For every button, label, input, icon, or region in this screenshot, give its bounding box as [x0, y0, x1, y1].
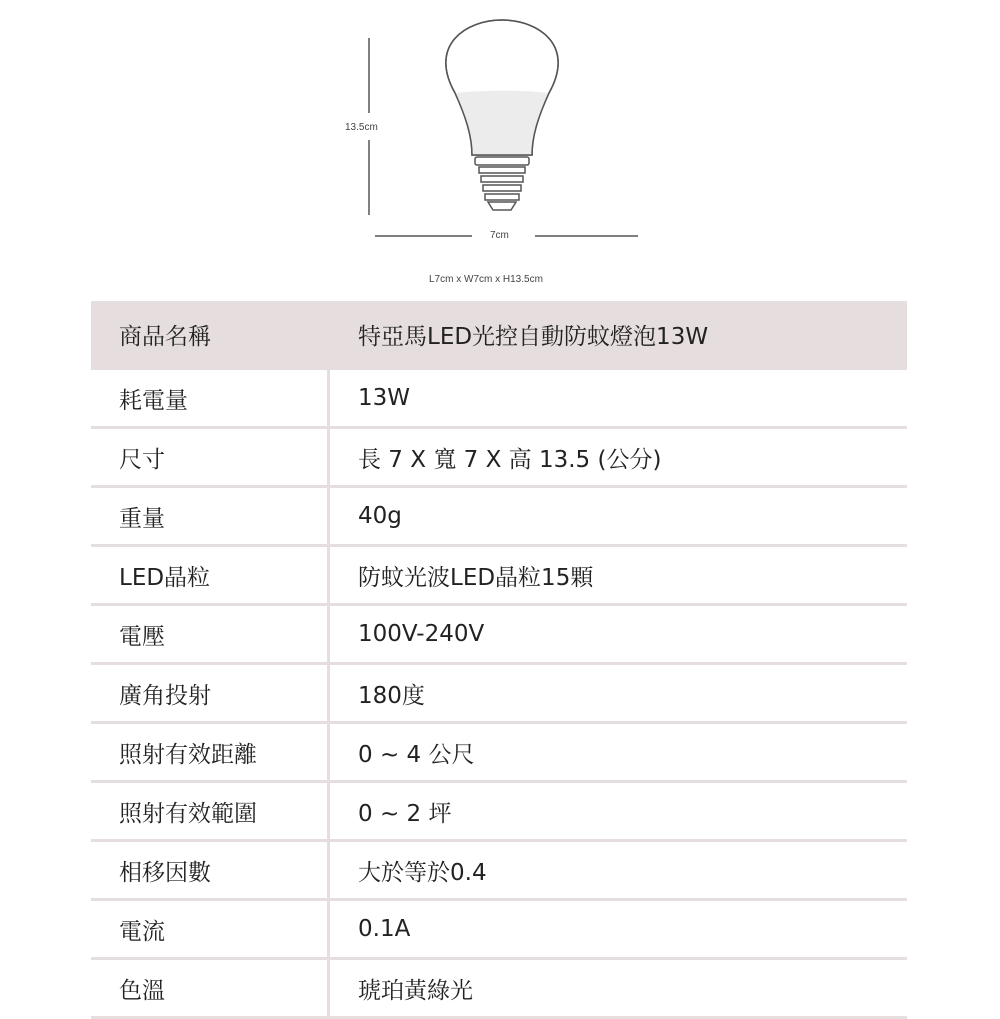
spec-header-label: 商品名稱 [91, 301, 329, 369]
spec-value: 0.1A [329, 900, 908, 959]
spec-label: LED晶粒 [91, 546, 329, 605]
spec-row [91, 841, 907, 900]
spec-row [91, 369, 907, 428]
spec-value: 13W [329, 369, 908, 428]
spec-label: 相移因數 [91, 841, 329, 900]
spec-value: 大於等於0.4 [329, 841, 908, 900]
spec-table [91, 301, 907, 1019]
spec-row [91, 959, 907, 1018]
bulb-dimension-diagram [0, 0, 1000, 300]
spec-label: 耗電量 [91, 369, 329, 428]
spec-header-value: 特亞馬LED光控自動防蚊燈泡13W [329, 301, 908, 369]
spec-row [91, 487, 907, 546]
spec-row [91, 546, 907, 605]
spec-label: 電流 [91, 900, 329, 959]
spec-label: 照射有效距離 [91, 723, 329, 782]
spec-value: 0 ~ 2 坪 [329, 782, 908, 841]
spec-label: 電壓 [91, 605, 329, 664]
spec-value: 長 7 X 寬 7 X 高 13.5 (公分) [329, 428, 908, 487]
spec-row [91, 723, 907, 782]
spec-value: 防蚊光波LED晶粒15顆 [329, 546, 908, 605]
spec-value: 40g [329, 487, 908, 546]
spec-value: 180度 [329, 664, 908, 723]
spec-value: 100V-240V [329, 605, 908, 664]
size-caption: L7cm x W7cm x H13.5cm [429, 274, 543, 285]
spec-label: 色溫 [91, 959, 329, 1018]
spec-label: 廣角投射 [91, 664, 329, 723]
spec-row [91, 900, 907, 959]
spec-value: 0 ~ 4 公尺 [329, 723, 908, 782]
spec-value: 琥珀黃綠光 [329, 959, 908, 1018]
light-bulb-icon [446, 20, 558, 210]
spec-header-row [91, 301, 907, 369]
spec-row [91, 428, 907, 487]
spec-label: 照射有效範圍 [91, 782, 329, 841]
spec-row [91, 605, 907, 664]
height-label: 13.5cm [345, 122, 378, 133]
spec-row [91, 664, 907, 723]
spec-label: 尺寸 [91, 428, 329, 487]
width-label: 7cm [490, 230, 509, 241]
spec-row [91, 782, 907, 841]
spec-label: 重量 [91, 487, 329, 546]
